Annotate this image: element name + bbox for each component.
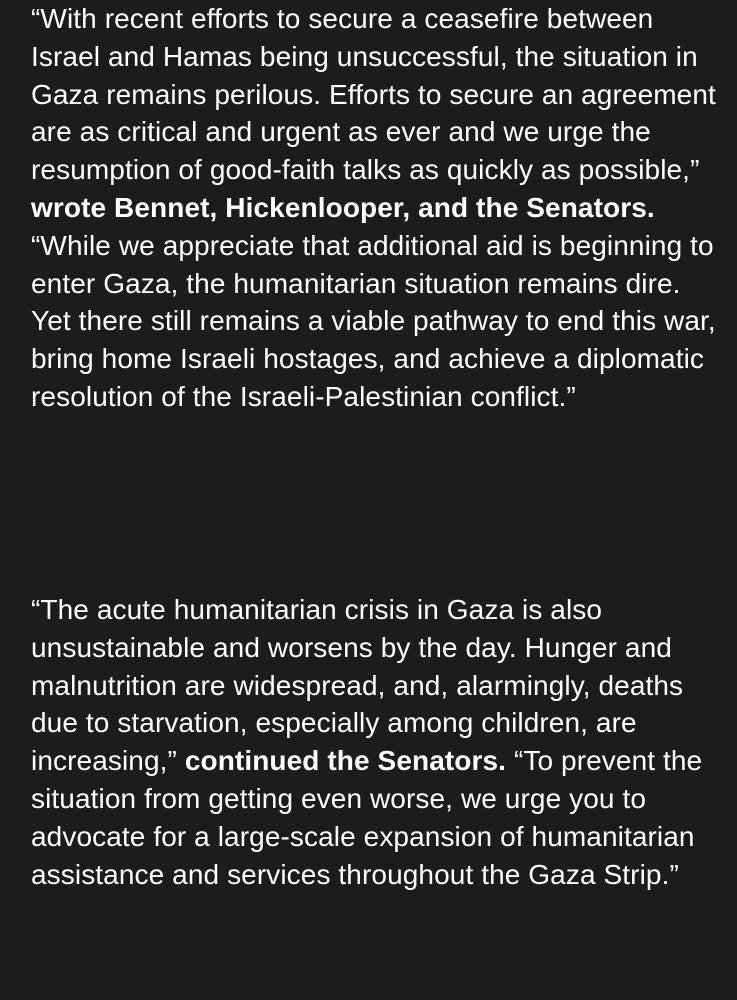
paragraph-2-quote-1: “The acute humanitarian crisis in Gaza is also unsustainable and worsens by the day. Hunger and malnutrition are widespread, and, alarmingly, deaths due to starvation, especially among children, are increasing,”	[31, 594, 684, 777]
paragraph-1-quote-2: “While we appreciate that additional aid is beginning to enter Gaza, the humanitarian situation remains dire. Yet there still remains a viable pathway to end this war, bring home Israeli hostages, and achieve a diplomatic resolution of the Israeli-Palestinian conflict.”	[31, 229, 716, 412]
paragraph-1-quote-1: “With recent efforts to secure a ceasefire between Israel and Hamas being unsuccessful, the situation in Gaza remains perilous. Efforts to secure an agreement are as critical and urgent as ever and we urge the resumption of good-faith talks as quickly as possible,”	[31, 3, 716, 186]
paragraph-2-quote-2: “To prevent the situation from getting even worse, we urge you to advocate for a large-scale expansion of humanitarian assistance and services throughout the Gaza Strip.”	[31, 745, 703, 890]
paragraph-2-attribution: continued the Senators.	[184, 745, 507, 777]
paragraph-2	[31, 591, 725, 893]
paragraph-1	[31, 0, 725, 416]
paragraph-1-attribution: wrote Bennet, Hickenlooper, and the Senators.	[31, 191, 655, 223]
